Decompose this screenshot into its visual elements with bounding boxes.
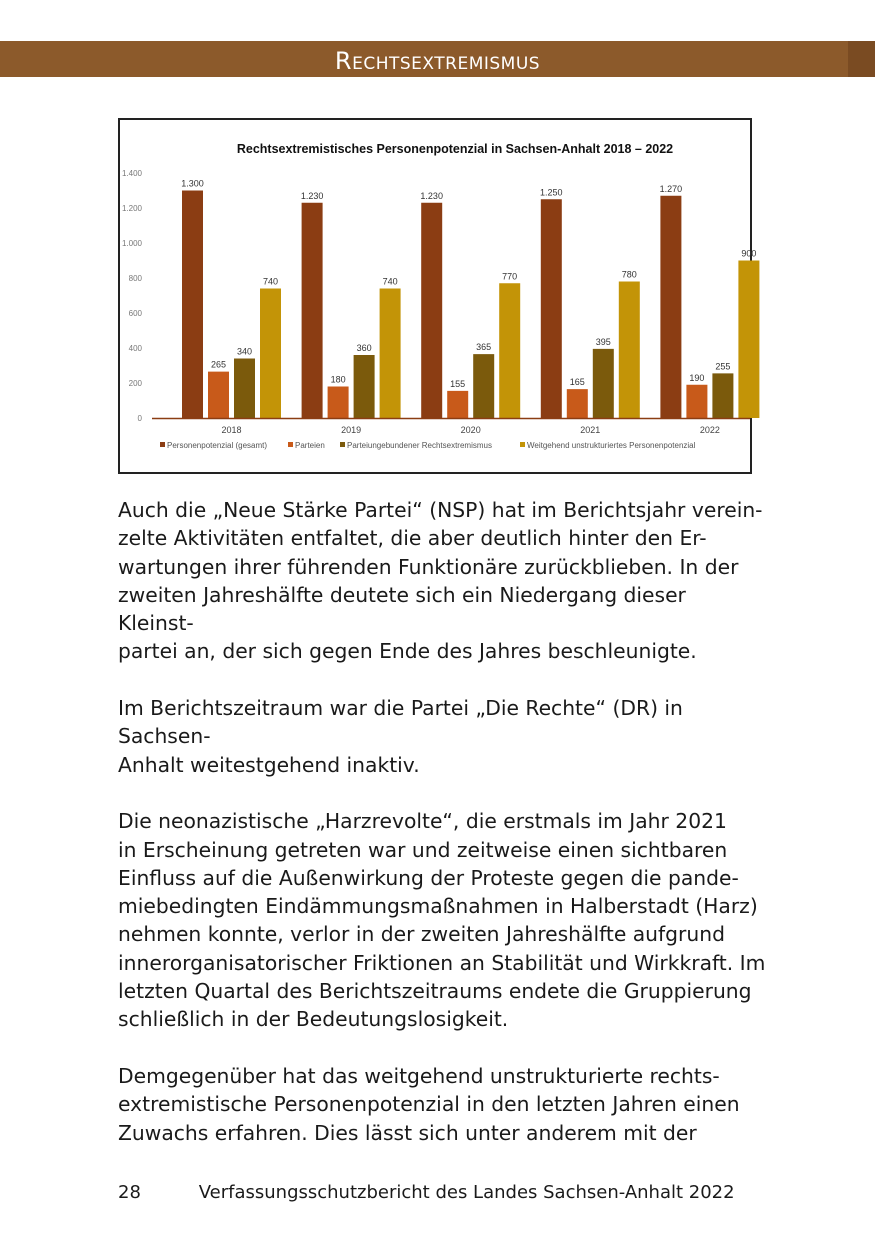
bar-3-2021: [619, 282, 640, 419]
bar-3-2020: [499, 283, 520, 418]
data-label: 395: [595, 336, 611, 347]
data-label: 255: [715, 361, 731, 372]
y-tick-label: 1.000: [121, 239, 142, 248]
legend-label: Parteiungebundener Rechtsextremismus: [347, 441, 492, 450]
bar-3-2018: [260, 289, 281, 419]
bar-1-2021: [567, 389, 588, 418]
y-tick-label: 200: [128, 379, 142, 388]
bar-0-2020: [421, 203, 442, 418]
paragraph-harzrevolte: Die neonazistische „Harzrevolte“, die erstmals im Jahr 2021 in Erscheinung getreten war und zeitweise einen sichtbaren Einfluss auf die Außenwirkung der Proteste gegen die pande- miebedingten Eindämmungsmaßnahmen in Halberstadt (Harz) nehmen konnte, verlor in der zweiten Jahreshälfte aufgrund innerorganisatorischer Friktionen an Stabilität und Wirkkraft. Im letzten Quartal des Berichtszeitraums endete die Gruppierung schließlich in der Bedeutungslosigkeit.: [118, 809, 766, 1032]
bar-1-2019: [328, 387, 349, 419]
data-label: 190: [689, 372, 705, 383]
legend-label: Parteien: [295, 441, 325, 450]
data-label: 1.250: [540, 187, 563, 198]
bar-1-2022: [686, 385, 707, 418]
page-footer: [118, 1181, 735, 1205]
data-label: 780: [621, 269, 637, 280]
bar-0-2022: [660, 196, 681, 418]
bar-0-2019: [302, 203, 323, 418]
data-label: 180: [330, 374, 346, 385]
page-number: 28: [118, 1182, 141, 1203]
bar-2-2022: [712, 373, 733, 418]
x-tick-label: 2022: [699, 425, 720, 435]
chart-container: [118, 118, 757, 474]
bar-0-2021: [541, 199, 562, 418]
x-tick-label: 2021: [580, 425, 601, 435]
data-label: 155: [450, 378, 466, 389]
body-text: [118, 496, 768, 1175]
y-tick-label: 1.400: [121, 169, 142, 178]
bar-2-2020: [473, 354, 494, 418]
bar-3-2019: [380, 289, 401, 419]
data-label: 365: [476, 342, 492, 353]
bar-0-2018: [182, 191, 203, 419]
bar-1-2018: [208, 372, 229, 418]
legend-label: Weitgehend unstrukturiertes Personenpotenzial: [527, 441, 696, 450]
data-label: 1.270: [659, 183, 683, 194]
x-tick-label: 2019: [341, 425, 362, 435]
y-tick-label: 400: [128, 344, 142, 353]
data-label: 740: [382, 276, 398, 287]
y-tick-label: 800: [128, 274, 142, 283]
y-tick-label: 600: [128, 309, 142, 318]
bar-2-2019: [354, 355, 375, 418]
y-tick-label: 0: [137, 414, 142, 423]
bar-3-2022: [738, 261, 759, 419]
data-label: 740: [262, 276, 279, 287]
data-label: 770: [502, 271, 518, 282]
y-tick-label: 1.200: [121, 204, 142, 213]
data-label: 1.230: [300, 190, 324, 201]
data-label: 1.300: [181, 178, 204, 189]
paragraph-personenpotenzial: Demgegenüber hat das weitgehend unstrukturierte rechts- extremistische Personenpotenzial in den letzten Jahren einen Zuwachs erfahren. Dies lässt sich unter anderem mit der: [118, 1063, 740, 1145]
publication-title: Verfassungsschutzbericht des Landes Sachsen-Anhalt 2022: [198, 1182, 735, 1203]
data-label: 360: [356, 343, 372, 353]
legend-label: Personenpotenzial (gesamt): [167, 441, 268, 450]
bar-2-2021: [593, 349, 614, 418]
data-label: 340: [236, 346, 253, 357]
section-title: Rechtsextremismus: [334, 47, 541, 75]
paragraph-nsp: Auch die „Neue Stärke Partei“ (NSP) hat im Berichtsjahr verein- zelte Aktivitäten entfaltet, die aber deutlich hinter den Er- wartungen ihrer führenden Funktionäre zurückblieben. In der zweiten Jahreshälfte deutete sich ein Niedergang dieser Kleinst- partei an, der sich gegen Ende des Jahres beschleunigte.: [118, 498, 763, 664]
bar-2-2018: [234, 359, 255, 419]
chart-title: Rechtsextremistisches Personenpotenzial in Sachsen-Anhalt 2018 – 2022: [236, 142, 674, 156]
legend-swatch: [160, 442, 165, 447]
data-label: 265: [210, 359, 227, 370]
legend-swatch: [340, 442, 345, 447]
paragraph-die-rechte: Im Berichtszeitraum war die Partei „Die Rechte“ (DR) in Sachsen- Anhalt weitestgehend inaktiv.: [118, 696, 683, 777]
x-tick-label: 2020: [460, 425, 481, 435]
legend-swatch: [520, 442, 525, 447]
data-label: 1.230: [420, 190, 443, 201]
data-label: 165: [569, 377, 585, 388]
data-label: 900: [741, 248, 757, 259]
bar-chart: [120, 120, 757, 472]
x-tick-label: 2018: [221, 425, 242, 435]
bar-1-2020: [447, 391, 468, 418]
legend-swatch: [288, 442, 293, 447]
